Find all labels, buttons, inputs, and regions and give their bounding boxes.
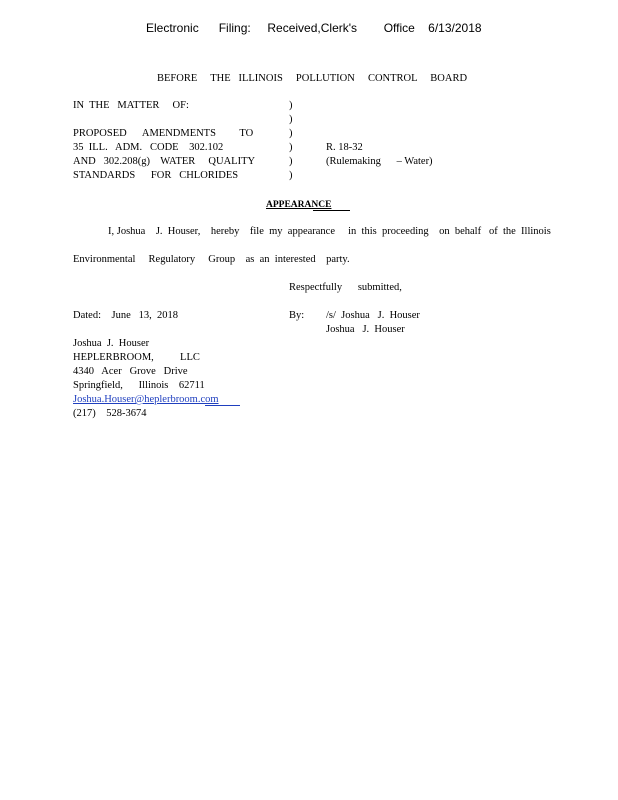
caption-line-proposed: PROPOSED AMENDMENTS TO [73,128,254,139]
body-line-1: I, Joshua J. Houser, hereby file my appearance in this proceeding on behalf of the Illinois [108,226,551,237]
contact-city: Springfield, Illinois 62711 [73,380,205,391]
caption-line-matter: IN THE MATTER OF: [73,100,189,111]
caption-paren: ) [289,128,293,139]
appearance-underline [313,210,350,211]
contact-email-link[interactable]: Joshua.Houser@heplerbroom.com [73,394,219,405]
caption-line-chlorides: STANDARDS FOR CHLORIDES [73,170,239,181]
caption-line-code: 35 ILL. ADM. CODE 302.102 [73,142,224,153]
electronic-signature: /s/ Joshua J. Houser [326,310,420,321]
caption-paren: ) [289,100,293,111]
contact-street: 4340 Acer Grove Drive [73,366,188,377]
caption-paren: ) [289,170,293,181]
contact-phone: (217) 528-3674 [73,408,147,419]
caption-line-water-quality: AND 302.208(g) WATER QUALITY [73,156,256,167]
appearance-title: APPEARANCE [266,200,332,210]
contact-firm: HEPLERBROOM, LLC [73,352,200,363]
docket-subtitle: (Rulemaking – Water) [326,156,433,167]
caption-paren: ) [289,114,293,125]
docket-number: R. 18-32 [326,142,363,153]
signer-name: Joshua J. Houser [326,324,405,335]
email-underline-extension [205,405,240,406]
by-label: By: [289,310,305,321]
caption-paren: ) [289,142,293,153]
contact-name: Joshua J. Houser [73,338,150,349]
board-title: BEFORE THE ILLINOIS POLLUTION CONTROL BOARD [157,73,468,84]
filing-stamp: Electronic Filing: Received,Clerk's Office 6/13/2018 [146,21,482,35]
date-line: Dated: June 13, 2018 [73,310,178,321]
caption-paren: ) [289,156,293,167]
respectfully-submitted: Respectfully submitted, [289,282,402,293]
body-line-2: Environmental Regulatory Group as an interested party. [73,254,350,265]
